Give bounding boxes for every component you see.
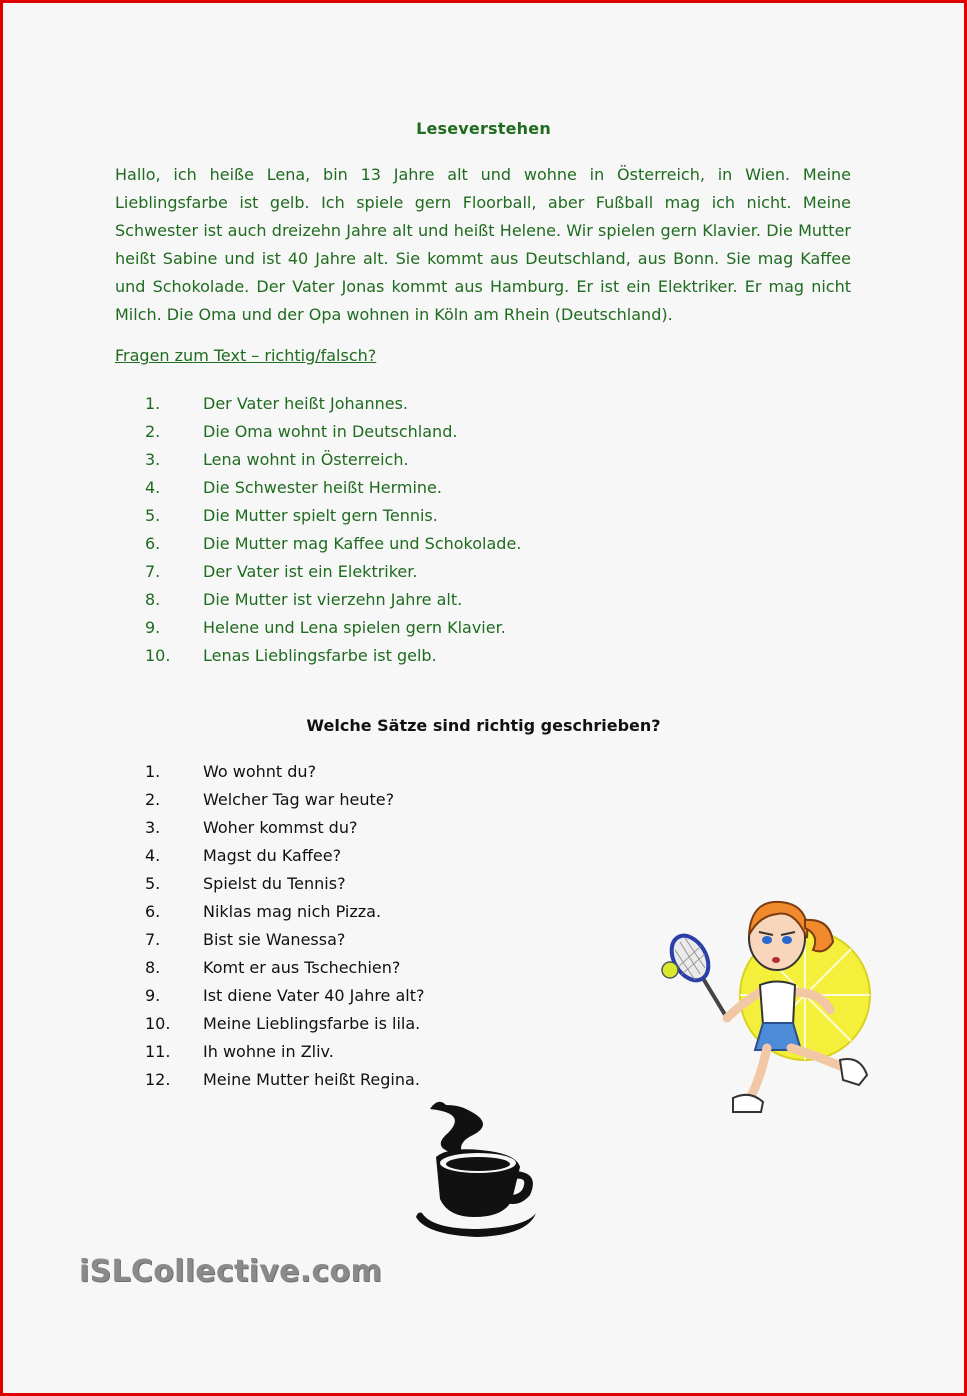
item-text: Ih wohne in Zliv.	[203, 1042, 334, 1061]
item-text: Der Vater ist ein Elektriker.	[203, 562, 418, 581]
item-number: 3.	[145, 818, 161, 837]
item-text: Meine Lieblingsfarbe is lila.	[203, 1014, 421, 1033]
item-number: 8.	[145, 958, 161, 977]
item-number: 7.	[145, 930, 161, 949]
item-text: Der Vater heißt Johannes.	[203, 394, 408, 413]
item-text: Lena wohnt in Österreich.	[203, 450, 409, 469]
reading-text: Hallo, ich heiße Lena, bin 13 Jahre alt und wohne in Österreich, in Wien. Meine Lieblingsfarbe ist gelb. Ich spiele gern Floorball, aber Fußball mag ich nicht. Meine Schwester ist auch dreizehn Jahre alt und heißt Helene. Wir spielen gern Klavier. Die Mutter heißt Sabine und ist 40 Jahre alt. Sie kommt aus Deutschland, aus Bonn. Sie mag Kaffee und Schokolade. Der Vater Jonas kommt aus Hamburg. Er ist ein Elektriker. Er mag nicht Milch. Die Oma und der Opa wohnen in Köln am Rhein (Deutschland).	[115, 165, 851, 324]
item-number: 3.	[145, 450, 161, 469]
item-number: 11.	[145, 1042, 171, 1061]
item-number: 9.	[145, 986, 161, 1005]
item-text: Die Schwester heißt Hermine.	[203, 478, 442, 497]
item-text: Lenas Lieblingsfarbe ist gelb.	[203, 646, 437, 665]
item-text: Welcher Tag war heute?	[203, 790, 395, 809]
item-number: 8.	[145, 590, 161, 609]
item-number: 6.	[145, 902, 161, 921]
item-text: Bist sie Wanessa?	[203, 930, 346, 949]
tennis-girl-illustration	[655, 880, 880, 1125]
item-text: Woher kommst du?	[203, 818, 358, 837]
item-text: Die Mutter mag Kaffee und Schokolade.	[203, 534, 522, 553]
item-number: 12.	[145, 1070, 171, 1089]
coffee-cup-icon	[408, 1095, 543, 1245]
item-text: Die Mutter spielt gern Tennis.	[203, 506, 438, 525]
page-title: Leseverstehen	[416, 119, 551, 138]
item-number: 2.	[145, 422, 161, 441]
questions-heading: Fragen zum Text – richtig/falsch?	[115, 346, 377, 365]
item-number: 9.	[145, 618, 161, 637]
item-text: Helene und Lena spielen gern Klavier.	[203, 618, 506, 637]
item-text: Wo wohnt du?	[203, 762, 317, 781]
item-text: Magst du Kaffee?	[203, 846, 342, 865]
item-number: 7.	[145, 562, 161, 581]
item-text: Spielst du Tennis?	[203, 874, 346, 893]
item-number: 4.	[145, 478, 161, 497]
item-number: 10.	[145, 646, 171, 665]
item-text: Ist diene Vater 40 Jahre alt?	[203, 986, 425, 1005]
sentences-heading: Welche Sätze sind richtig geschrieben?	[306, 716, 661, 735]
item-text: Die Oma wohnt in Deutschland.	[203, 422, 458, 441]
item-text: Die Mutter ist vierzehn Jahre alt.	[203, 590, 463, 609]
item-number: 6.	[145, 534, 161, 553]
item-text: Meine Mutter heißt Regina.	[203, 1070, 420, 1089]
item-text: Niklas mag nich Pizza.	[203, 902, 382, 921]
item-text: Komt er aus Tschechien?	[203, 958, 401, 977]
item-number: 5.	[145, 506, 161, 525]
item-number: 1.	[145, 394, 161, 413]
watermark-logo: iSLCollective.com	[79, 1254, 383, 1289]
item-number: 5.	[145, 874, 161, 893]
item-number: 1.	[145, 762, 161, 781]
item-number: 4.	[145, 846, 161, 865]
item-number: 10.	[145, 1014, 171, 1033]
item-number: 2.	[145, 790, 161, 809]
